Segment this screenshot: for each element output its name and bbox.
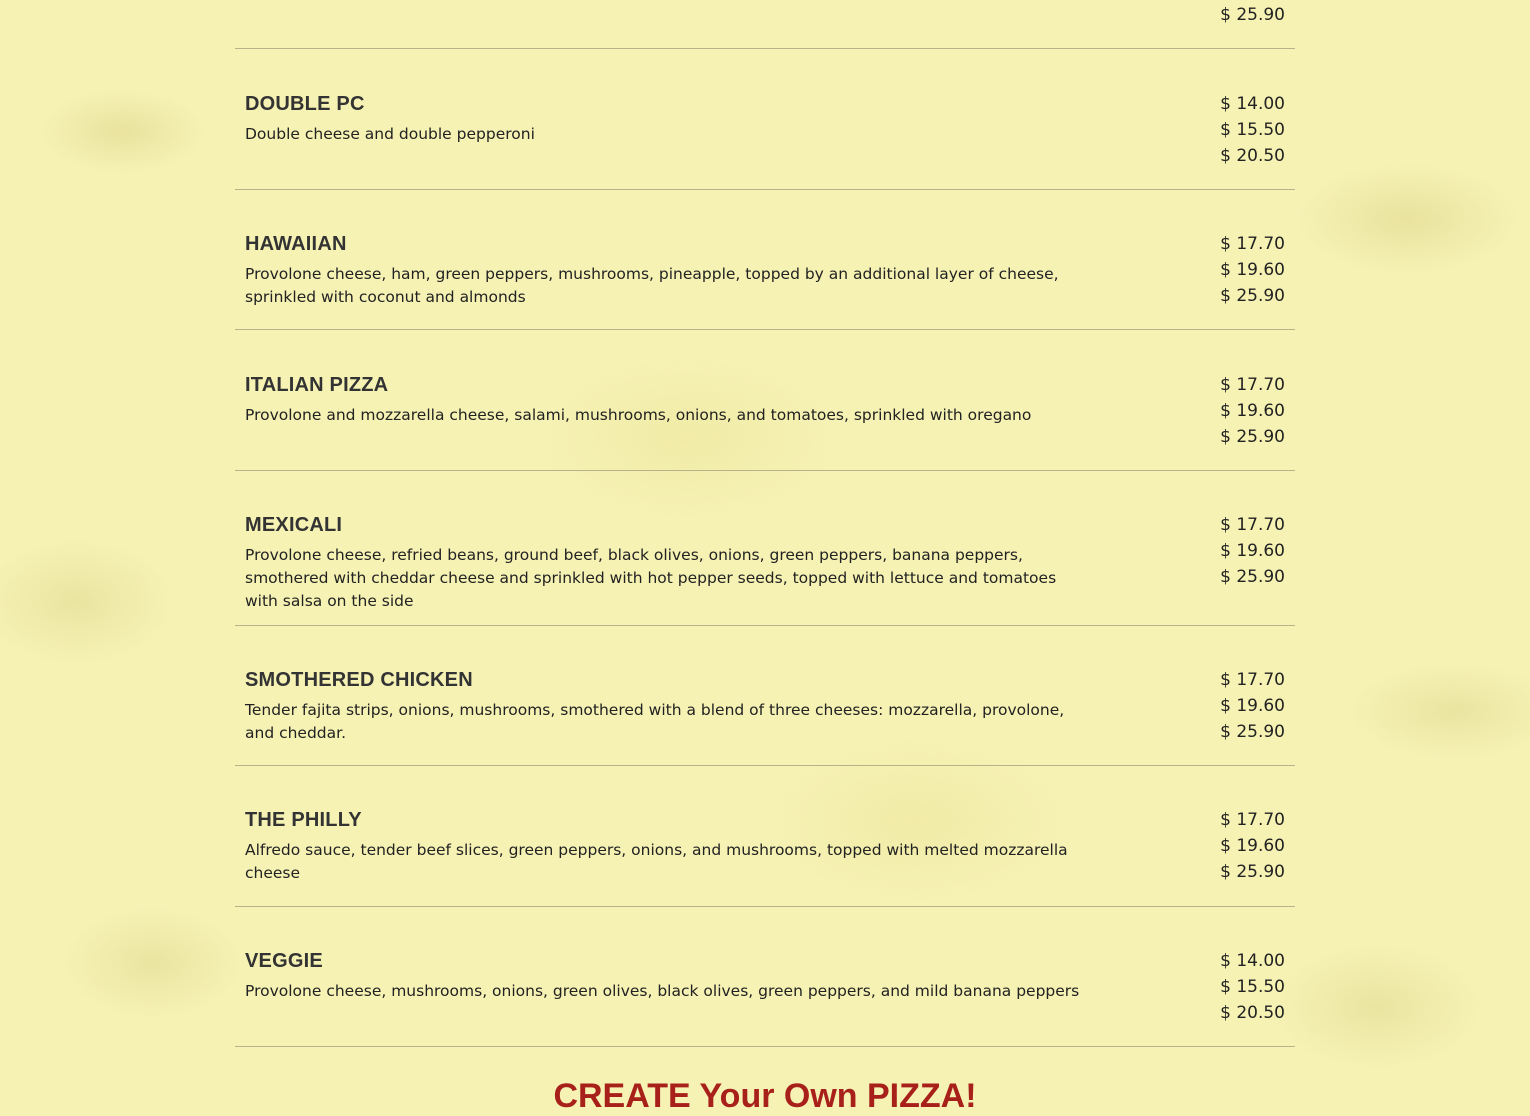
item-name: MEXICALI [245, 514, 343, 536]
item-description: Tender fajita strips, onions, mushrooms, smothered with a blend of three cheeses: mozzarella, provolone, and cheddar. [245, 701, 1065, 742]
menu-item-the-philly [235, 766, 1295, 907]
price-medium: $ 15.50 [1220, 977, 1285, 997]
menu-item-hawaiian [235, 190, 1295, 330]
item-name: HAWAIIAN [245, 233, 347, 255]
menu-item-italian-pizza [235, 330, 1295, 471]
item-description: Provolone and mozzarella cheese, salami, mushrooms, onions, and tomatoes, sprinkled with oregano [245, 406, 1032, 424]
menu-item-partial [235, 0, 1295, 49]
item-description: Provolone cheese, ham, green peppers, mushrooms, pineapple, topped by an additional layer of cheese, sprinkled with coconut and almonds [245, 265, 1059, 306]
item-name: DOUBLE PC [245, 93, 365, 115]
price-list [1220, 231, 1285, 309]
price-list [1220, 512, 1285, 590]
price-medium: $ 19.60 [1220, 696, 1285, 716]
menu-item-mexicali [235, 471, 1295, 626]
item-name: ITALIAN PIZZA [245, 374, 389, 396]
price-large: $ 25.90 [1220, 862, 1285, 882]
price-small: $ 17.70 [1220, 810, 1285, 830]
price-list [1220, 807, 1285, 885]
price-list [1220, 948, 1285, 1026]
item-description: Alfredo sauce, tender beef slices, green peppers, onions, and mushrooms, topped with melted mozzarella cheese [245, 841, 1068, 882]
price-small: $ 17.70 [1220, 234, 1285, 254]
menu-item-double-pc [235, 49, 1295, 190]
price-medium: $ 19.60 [1220, 260, 1285, 280]
price-large: $ 25.90 [1220, 5, 1285, 25]
price-list [1220, 667, 1285, 745]
price-list [1220, 2, 1285, 28]
price-small: $ 14.00 [1220, 94, 1285, 114]
price-list [1220, 372, 1285, 450]
price-medium: $ 15.50 [1220, 120, 1285, 140]
price-large: $ 25.90 [1220, 722, 1285, 742]
price-medium: $ 19.60 [1220, 541, 1285, 561]
menu-item-veggie [235, 907, 1295, 1047]
price-large: $ 20.50 [1220, 1003, 1285, 1023]
create-your-own-pizza-heading: CREATE Your Own PIZZA! [553, 1077, 977, 1115]
item-name: THE PHILLY [245, 809, 362, 831]
price-small: $ 17.70 [1220, 515, 1285, 535]
price-large: $ 20.50 [1220, 146, 1285, 166]
price-small: $ 17.70 [1220, 375, 1285, 395]
item-name: SMOTHERED CHICKEN [245, 669, 473, 691]
price-small: $ 17.70 [1220, 670, 1285, 690]
item-description: Provolone cheese, refried beans, ground beef, black olives, onions, green peppers, banana peppers, smothered with cheddar cheese and sprinkled with hot pepper seeds, topped with lettuce and tomatoes with salsa on the side [245, 546, 1057, 610]
price-medium: $ 19.60 [1220, 401, 1285, 421]
item-description: Double cheese and double pepperoni [245, 125, 535, 143]
price-large: $ 25.90 [1220, 286, 1285, 306]
price-small: $ 14.00 [1220, 951, 1285, 971]
price-list [1220, 91, 1285, 169]
item-description: Provolone cheese, mushrooms, onions, green olives, black olives, green peppers, and mild banana peppers [245, 982, 1080, 1000]
menu-item-smothered-chicken [235, 626, 1295, 766]
price-large: $ 25.90 [1220, 427, 1285, 447]
price-medium: $ 19.60 [1220, 836, 1285, 856]
item-name: VEGGIE [245, 950, 323, 972]
price-large: $ 25.90 [1220, 567, 1285, 587]
